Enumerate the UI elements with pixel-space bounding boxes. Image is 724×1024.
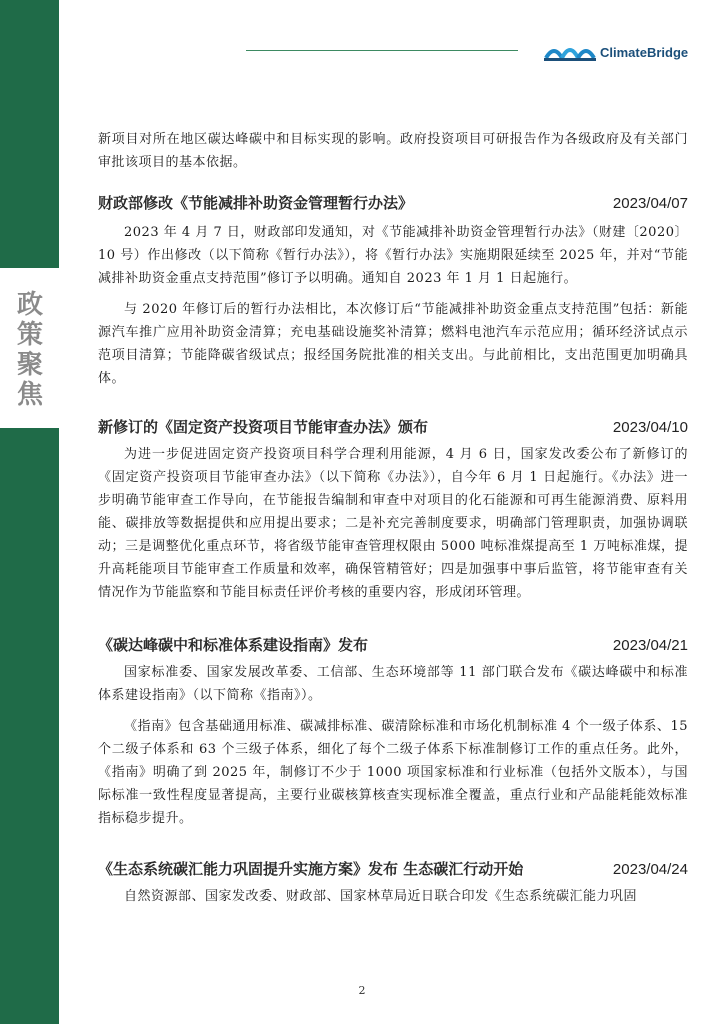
article-date: 2023/04/07 <box>612 195 688 212</box>
section-label-char: 焦 <box>16 380 43 410</box>
side-bar <box>0 0 59 1024</box>
main-content <box>98 128 688 908</box>
article-heading <box>98 634 688 655</box>
article <box>98 416 688 604</box>
article-title: 《生态系统碳汇能力巩固提升实施方案》发布 生态碳汇行动开始 <box>98 860 524 878</box>
article-title: 新修订的《固定资产投资项目节能审查办法》颁布 <box>98 418 429 436</box>
section-label <box>14 290 46 410</box>
article-title: 《碳达峰碳中和标准体系建设指南》发布 <box>98 636 369 654</box>
article <box>98 858 688 908</box>
article-paragraph: 自然资源部、国家发改委、财政部、国家林草局近日联合印发《生态系统碳汇能力巩固 <box>124 889 638 904</box>
header-rule <box>246 50 518 51</box>
side-band-top <box>0 0 59 268</box>
article-heading <box>98 858 688 879</box>
section-label-char: 策 <box>16 320 43 350</box>
section-label-char: 聚 <box>16 350 43 380</box>
intro-paragraph: 新项目对所在地区碳达峰碳中和目标实现的影响。政府投资项目可研报告作为各级政府及有关部门审批该项目的基本依据。 <box>98 132 688 170</box>
logo-text: ClimateBridge <box>600 44 689 60</box>
bridge-logo-icon <box>544 40 596 64</box>
article-paragraph: 《指南》包含基础通用标准、碳减排标准、碳清除标准和市场化机制标准 4 个一级子体系、15 个二级子体系和 63 个三级子体系，细化了每个二级子体系下标准制修订工作的重点任务。此外，《指南》明确了到 2025 年，制修订不少于 1000 项国家标准和行业标准（包括外文版本），与国际标准一致性程度显著提高，主要行业碳核算核查实现标准全覆盖，重点行业和产品能耗能效标准指标稳步提升。 <box>98 719 688 826</box>
article-heading <box>98 416 688 437</box>
article-paragraph: 国家标准委、国家发展改革委、工信部、生态环境部等 11 部门联合发布《碳达峰碳中和标准体系建设指南》（以下简称《指南》）。 <box>98 665 688 703</box>
article-date: 2023/04/21 <box>612 637 688 654</box>
article-date: 2023/04/24 <box>612 861 688 878</box>
article-paragraph: 为进一步促进固定资产投资项目科学合理利用能源，4 月 6 日，国家发改委公布了新修订的《固定资产投资项目节能审查办法》（以下简称《办法》），自今年 6 月 1 日起施行。《办法》进一步明确节能审查工作导向，在节能报告编制和审查中对项目的化石能源和可再生能源消费、原料用能、碳排放等数据提供和应用提出要求；二是补充完善制度要求，明确部门管理职责，加强协调联动；三是调整优化重点环节，将省级节能审查管理权限由 5000 吨标准煤提高至 1 万吨标准煤，提升高耗能项目节能审查工作质量和效率，确保管精管好；四是加强事中事后监管，将节能审查有关情况作为节能监察和节能目标责任评价考核的重要内容，形成闭环管理。 <box>98 447 688 600</box>
article-title: 财政部修改《节能减排补助资金管理暂行办法》 <box>98 194 414 212</box>
side-band-bottom <box>0 428 59 1024</box>
article-heading <box>98 192 688 213</box>
article <box>98 634 688 830</box>
page-number: 2 <box>358 984 366 997</box>
article-paragraph: 2023 年 4 月 7 日，财政部印发通知，对《节能减排补助资金管理暂行办法》（财建〔2020〕10 号）作出修改（以下简称《暂行办法》），将《暂行办法》实施期限延续至 2025 年，并对“节能减排补助资金重点支持范围”修订予以明确。通知自 2023 年 1 月 1 日起施行。 <box>98 225 688 286</box>
section-label-char: 政 <box>16 290 43 320</box>
article-date: 2023/04/10 <box>612 419 688 436</box>
logo <box>544 38 688 66</box>
article <box>98 192 688 390</box>
article-paragraph: 与 2020 年修订后的暂行办法相比，本次修订后“节能减排补助资金重点支持范围”包括：新能源汽车推广应用补助资金清算；充电基础设施奖补清算；燃料电池汽车示范应用；循环经济试点示范项目清算；节能降碳省级试点；报经国务院批准的相关支出。与此前相比，支出范围更加明确具体。 <box>98 302 688 386</box>
